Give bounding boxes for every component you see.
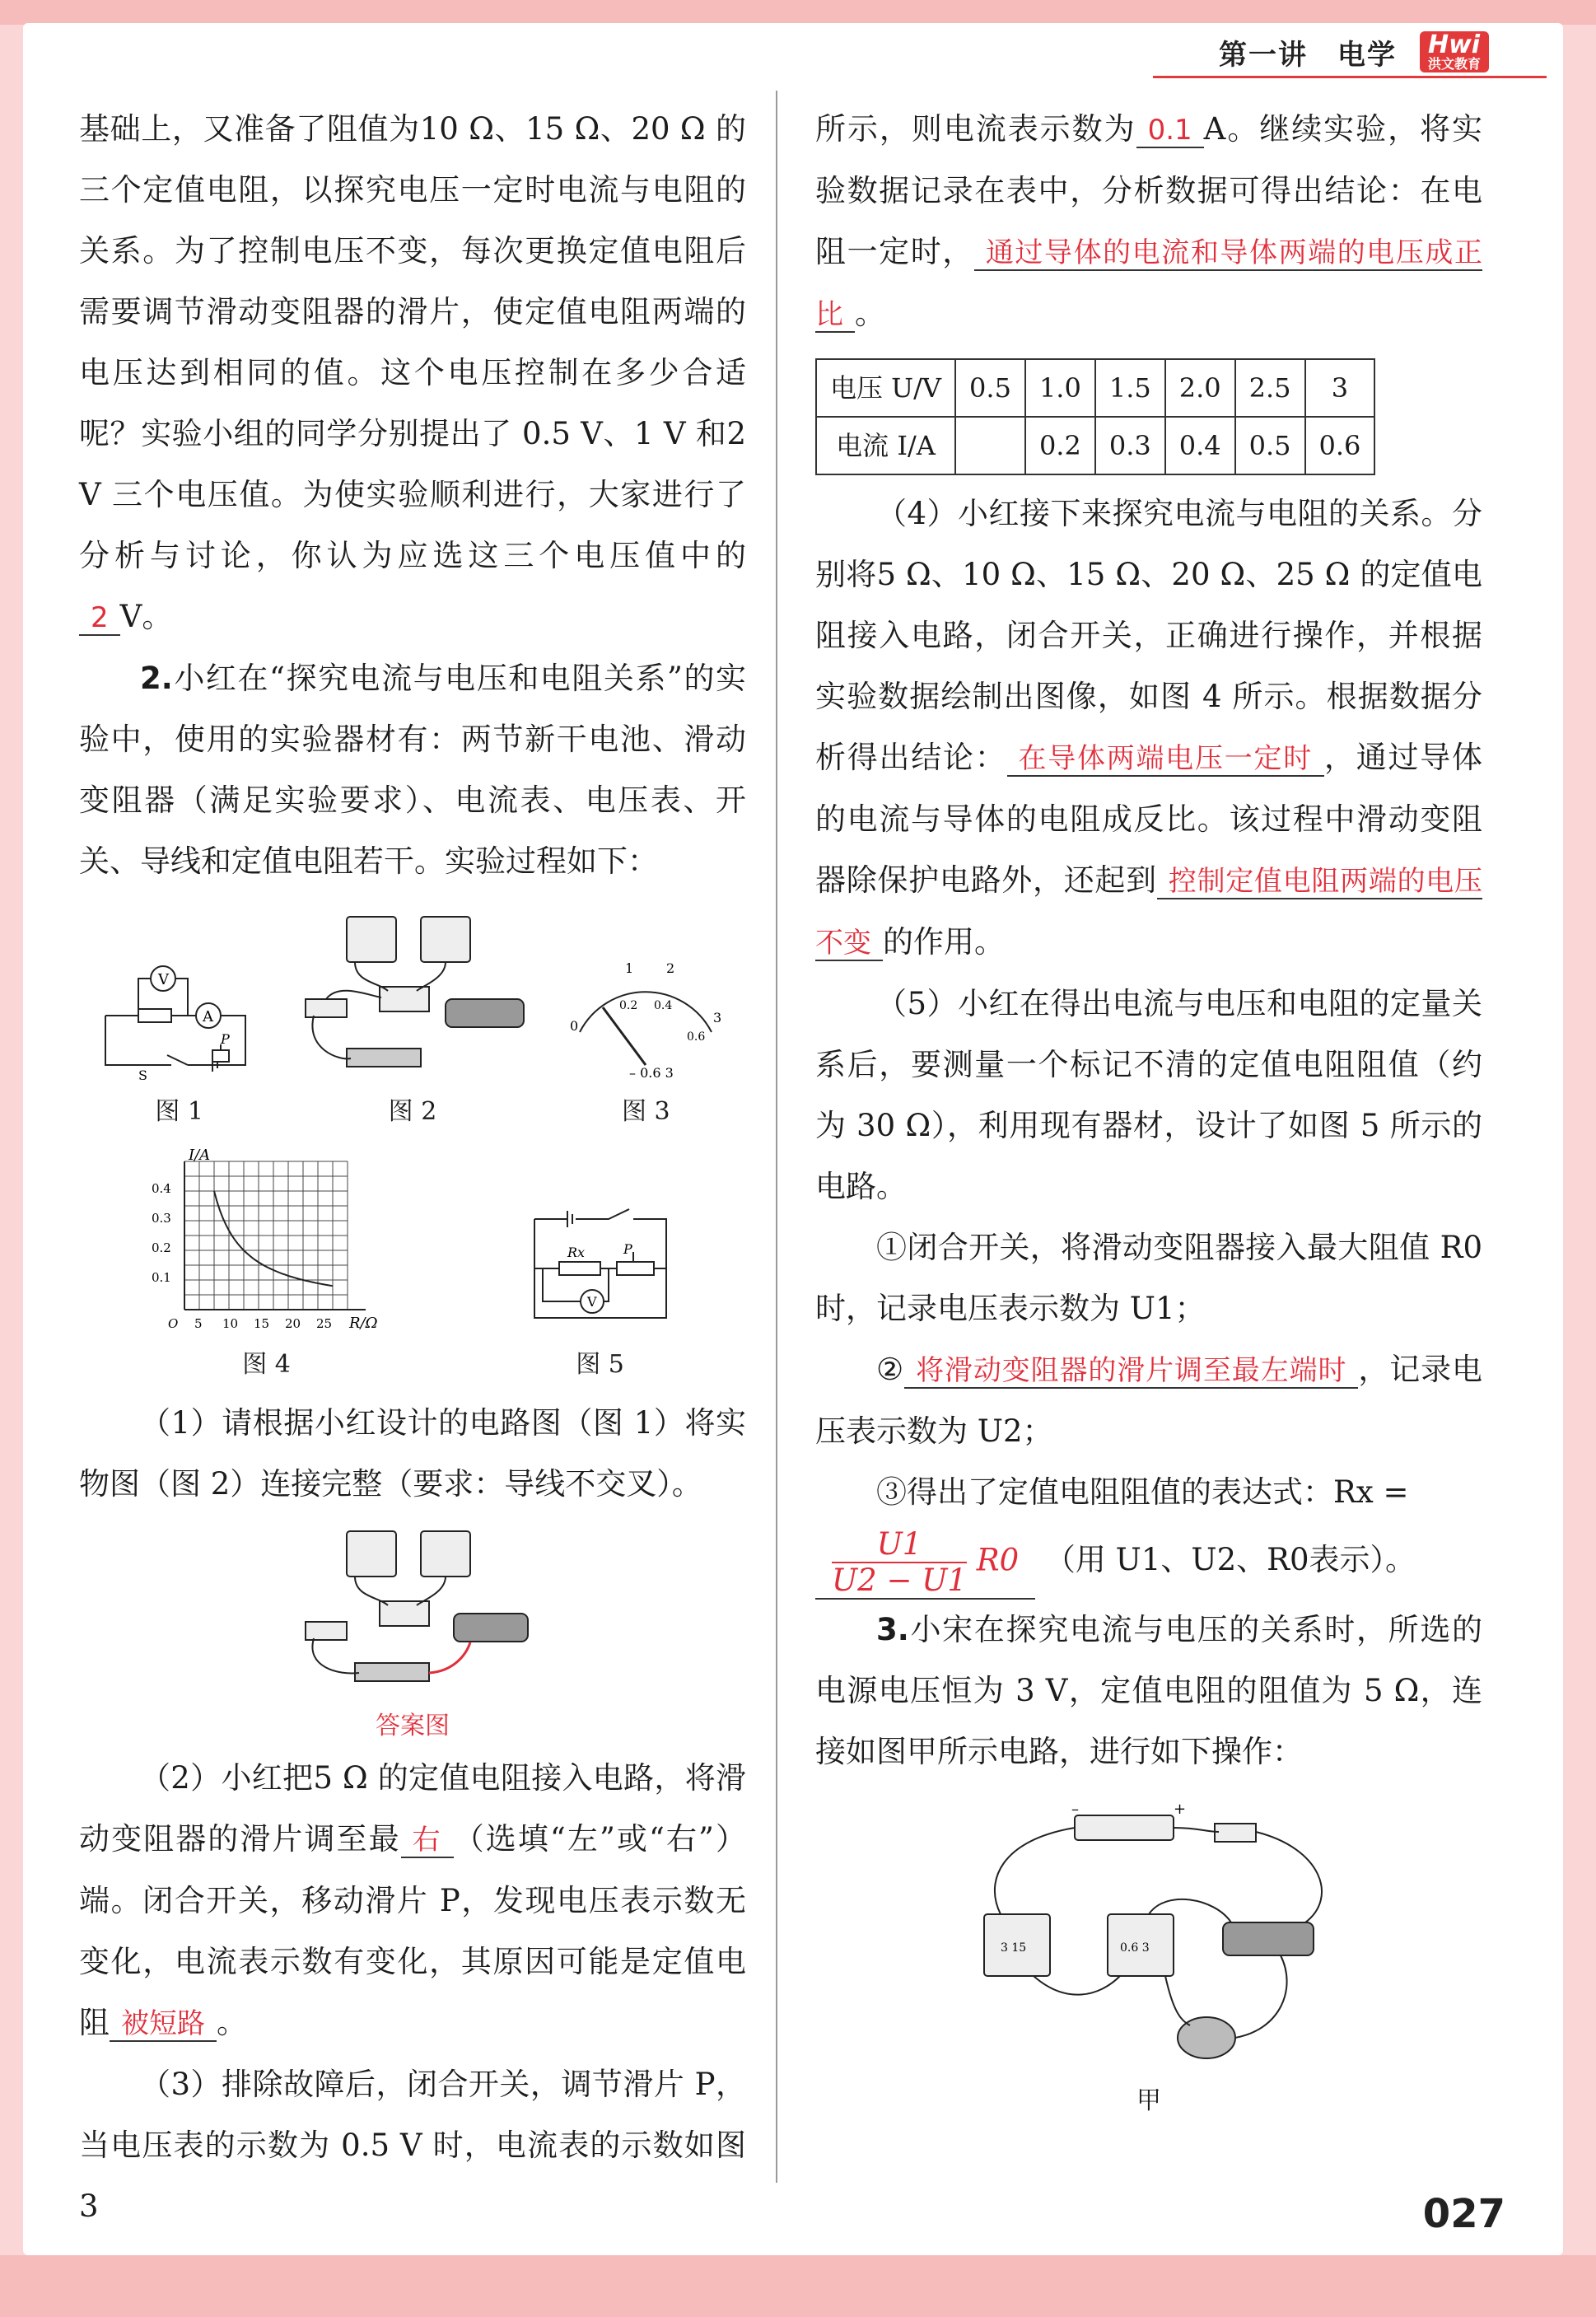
figure-5-caption: 图 5 <box>576 1350 624 1379</box>
svg-text:0.4: 0.4 <box>654 999 673 1012</box>
svg-text:V: V <box>586 1294 597 1310</box>
svg-text:0.6: 0.6 <box>687 1030 706 1044</box>
figure-2 <box>289 909 536 1128</box>
table-cell: 0.5 <box>1235 417 1305 474</box>
svg-text:0: 0 <box>570 1018 579 1034</box>
formula-fraction: $\frac{U1}{U2 - U1}$ <box>832 1525 967 1598</box>
svg-text:10: 10 <box>222 1316 238 1331</box>
svg-text:0.4: 0.4 <box>151 1181 171 1196</box>
page-header <box>1219 23 1489 81</box>
svg-text:+: + <box>1174 1800 1187 1818</box>
answer-figure-caption: 答案图 <box>376 1712 450 1740</box>
table-cell: 0.2 <box>1025 417 1095 474</box>
figure-1 <box>89 958 270 1128</box>
svg-text:0.3: 0.3 <box>151 1211 171 1226</box>
current-resistance-graph <box>143 1145 390 1334</box>
svg-text:P: P <box>220 1031 230 1047</box>
bottom-band <box>0 2255 1596 2317</box>
page-number: 027 <box>1422 2191 1505 2237</box>
formula-answer: $\frac{U1}{U2 - U1}$ R0 <box>815 1527 1035 1600</box>
table-cell: 0.3 <box>1095 417 1165 474</box>
svg-text:25: 25 <box>315 1316 332 1331</box>
table-cell: 电压 U/V <box>816 359 955 417</box>
figure-1-caption: 图 1 <box>155 1097 203 1126</box>
top-band <box>0 0 1596 25</box>
circuit-diagram-1 <box>89 958 270 1081</box>
table-cell: 0.6 <box>1305 417 1375 474</box>
svg-text:2: 2 <box>666 960 675 976</box>
answer-figure <box>79 1523 746 1743</box>
table-cell: 1.5 <box>1095 359 1165 417</box>
answer-role: 控制定值电阻两端的电压不变 <box>815 865 1483 960</box>
table-cell: 2.5 <box>1235 359 1305 417</box>
figure-3 <box>555 958 736 1128</box>
circuit-diagram-5 <box>518 1194 683 1334</box>
header-rule <box>1153 76 1547 78</box>
svg-text:O: O <box>167 1316 178 1331</box>
sub-question-3: （3）排除故障后，闭合开关，调节滑片 P，当电压表的示数为 0.5 V 时，电流表的示数如图 3 <box>79 2067 746 2224</box>
svg-text:Rx: Rx <box>567 1245 585 1260</box>
figure-2-caption: 图 2 <box>388 1097 437 1126</box>
svg-text:0.2: 0.2 <box>151 1240 171 1255</box>
svg-text:3 15: 3 15 <box>1001 1941 1027 1955</box>
svg-text:S: S <box>138 1067 147 1081</box>
table-cell <box>955 417 1025 474</box>
svg-text:1: 1 <box>625 960 634 976</box>
svg-text:A: A <box>202 1008 213 1025</box>
question-2: 2.小红在“探究电流与电压和电阻关系”的实验中，使用的实验器材有：两节新干电池、滑动变阻器（满足实验要求）、电流表、电压表、开关、导线和定值电阻若干。实验过程如下： <box>79 661 746 879</box>
svg-text:0.2: 0.2 <box>619 999 638 1012</box>
svg-text:15: 15 <box>253 1316 269 1331</box>
answer-end: 右 <box>401 1824 454 1858</box>
table-cell: 0.5 <box>955 359 1025 417</box>
table-row <box>816 359 1374 417</box>
continued-paragraph: 所示，则电流表示数为 0.1 A。继续实验，将实验数据记录在表中，分析数据可得出结论：在电阻一定时， 通过导体的电流和导体两端的电压成正比 。 <box>815 111 1483 331</box>
svg-text:P: P <box>623 1241 632 1257</box>
figure-row-1 <box>79 909 746 1128</box>
sub-question-2: （2）小红把5 Ω 的定值电阻接入电路，将滑动变阻器的滑片调至最 右 （选填“左”或“右”）端。闭合开关，移动滑片 P，发现电压表示数无变化，电流表示数有变化，其原因可能是定值电阻 被短路 。 <box>79 1760 747 2040</box>
step-3: ③得出了定值电阻阻值的表达式：Rx = <box>876 1474 1409 1510</box>
answer-circuit <box>289 1523 536 1696</box>
svg-text:– 0.6 3: – 0.6 3 <box>629 1065 674 1081</box>
figure-5 <box>518 1194 683 1381</box>
intro-paragraph: 基础上，又准备了阻值为10 Ω、15 Ω、20 Ω 的三个定值电阻，以探究电压一定时电流与电阻的关系。为了控制电压不变，每次更换定值电阻后需要调节滑动变阻器的滑片，使定值电阻两端的电压达到相同的值。这个电压控制在多少合适呢？实验小组的同学分别提出了 0.5 V、1 V 和2 V 三个电压值。为使实验顺利进行，大家进行了分析与讨论，你认为应选这三个电压值中的2 V。 <box>79 111 746 634</box>
table-cell: 2.0 <box>1165 359 1235 417</box>
lecture-title: 第一讲 电学 <box>1218 38 1397 72</box>
formula-line: $\frac{U1}{U2 - U1}$ R0 （用 U1、U2、R0表示）。 <box>815 1523 1482 1600</box>
table-cell: 3 <box>1305 359 1375 417</box>
svg-text:–: – <box>1071 1800 1079 1818</box>
right-column <box>815 99 1482 2118</box>
answer-conclusion-1: 通过导体的电流和导体两端的电压成正比 <box>815 236 1483 331</box>
step-2: ② 将滑动变阻器的滑片调至最左端时 ，记录电压表示数为 U2； <box>815 1352 1483 1449</box>
figure-row-2 <box>79 1145 746 1381</box>
question-3: 3.小宋在探究电流与电压的关系时，所选的电源电压恒为 3 V，定值电阻的阻值为 5 Ω，连接如图甲所示电路，进行如下操作： <box>815 1611 1482 1769</box>
figure-jia-caption: 甲 <box>1136 2086 1161 2115</box>
svg-text:R/Ω: R/Ω <box>348 1315 378 1332</box>
table-cell: 电流 I/A <box>816 417 955 474</box>
svg-text:20: 20 <box>284 1316 301 1331</box>
circuit-photo-jia <box>951 1799 1346 2071</box>
figure-jia <box>815 1799 1482 2118</box>
publisher-logo: Hwi 洪文教育 <box>1420 31 1489 72</box>
step-1: ①闭合开关，将滑动变阻器接入最大阻值 R0 时，记录电压表示数为 U1； <box>815 1230 1482 1326</box>
answer-condition: 在导体两端电压一定时 <box>1007 742 1325 777</box>
svg-text:0.1: 0.1 <box>151 1270 171 1285</box>
figure-4 <box>143 1145 390 1381</box>
circuit-photo-2 <box>289 909 536 1081</box>
sub-question-4: （4）小红接下来探究电流与电阻的关系。分别将5 Ω、10 Ω、15 Ω、20 Ω、25 Ω 的定值电阻接入电路，闭合开关，正确进行操作，并根据实验数据绘制出图像，如图 4 所示。根据数据分析得出结论： 在导体两端电压一定时 ，通过导体的电流与导体的电阻成反比。该过程中滑动变阻器除保护电路外，还起到 控制定值电阻两端的电压不变 的作用。 <box>815 496 1483 960</box>
svg-text:V: V <box>157 971 169 988</box>
answer-voltage: 2 <box>79 601 120 636</box>
table-cell: 1.0 <box>1025 359 1095 417</box>
sub-question-1: （1）请根据小红设计的电路图（图 1）将实物图（图 2）连接完整（要求：导线不交叉）。 <box>79 1405 746 1502</box>
sub-question-5: （5）小红在得出电流与电压和电阻的定量关系后，要测量一个标记不清的定值电阻阻值（约为 30 Ω），利用现有器材，设计了如图 5 所示的电路。 <box>815 986 1482 1204</box>
table-cell: 0.4 <box>1165 417 1235 474</box>
data-table <box>815 358 1375 475</box>
figure-3-caption: 图 3 <box>622 1097 670 1126</box>
answer-step-2: 将滑动变阻器的滑片调至最左端时 <box>904 1354 1358 1389</box>
svg-text:0.6 3: 0.6 3 <box>1120 1941 1150 1955</box>
column-divider <box>776 91 777 2183</box>
svg-text:3: 3 <box>713 1010 722 1025</box>
figure-4-caption: 图 4 <box>242 1350 291 1379</box>
table-row <box>816 417 1374 474</box>
answer-fault: 被短路 <box>110 2007 217 2042</box>
ammeter-dial <box>555 958 736 1081</box>
svg-text:I/A: I/A <box>188 1147 210 1164</box>
left-column <box>79 99 746 2237</box>
answer-current: 0.1 <box>1136 114 1204 148</box>
svg-text:5: 5 <box>194 1316 203 1331</box>
